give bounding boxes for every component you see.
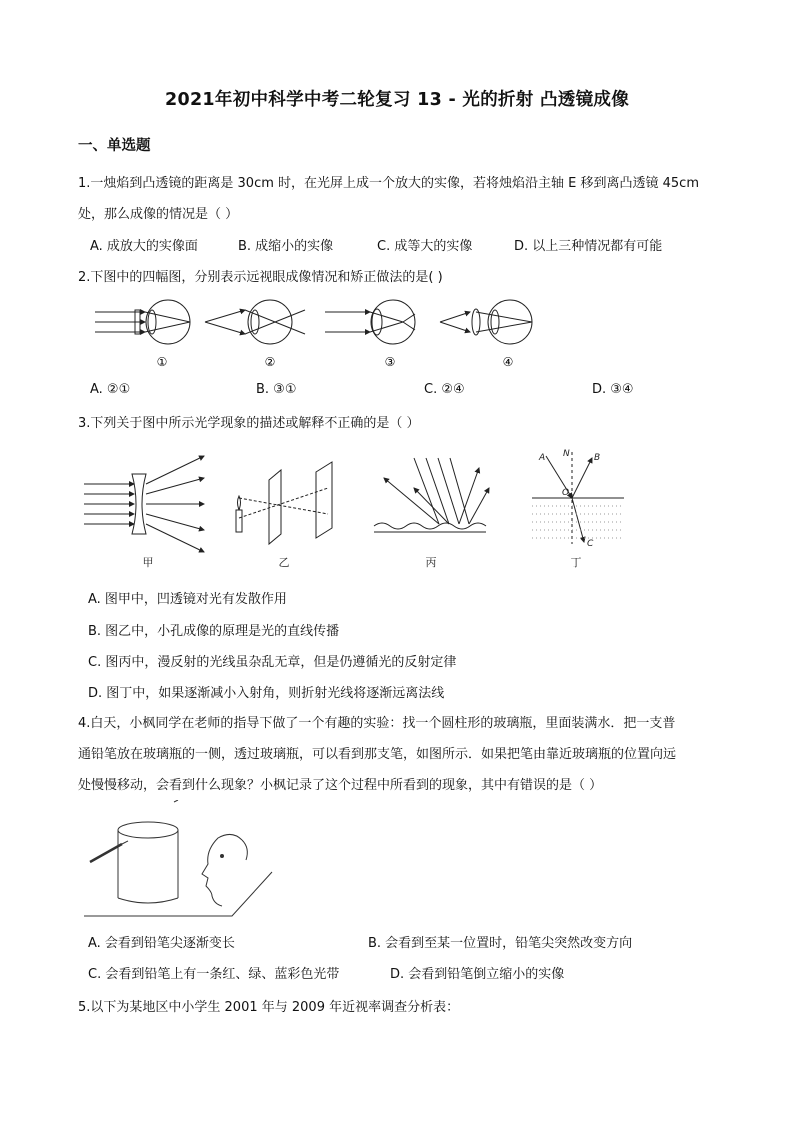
q2-option-d[interactable]: D. ③④ — [592, 382, 634, 397]
eye-label-2: ② — [264, 355, 276, 369]
q1-option-d[interactable]: D. 以上三种情况都有可能 — [514, 239, 663, 254]
q1-option-a[interactable]: A. 成放大的实像面 — [90, 239, 198, 254]
eye-diagram-2 — [205, 300, 305, 344]
diffuse-reflection-diagram — [374, 458, 489, 532]
pinhole-camera-diagram — [236, 462, 332, 544]
q4-option-d[interactable]: D. 会看到铅笔倒立缩小的实像 — [390, 967, 565, 982]
refraction-diagram — [532, 452, 624, 544]
eye-diagram-1 — [95, 300, 190, 344]
q4-bottle-figure — [82, 800, 282, 922]
q4-stem-line-1: 4.白天，小枫同学在老师的指导下做了一个有趣的实验：找一个圆柱形的玻璃瓶，里面装满水．把一支普 — [78, 716, 676, 731]
q3-optics-figure — [84, 448, 644, 572]
q1-stem-line-2: 处，那么成像的情况是（ ） — [78, 207, 239, 222]
eye-diagram-3 — [325, 300, 415, 344]
q3-option-a[interactable]: A. 图甲中，凹透镜对光有发散作用 — [88, 592, 287, 607]
q1-stem-line-1: 1.一烛焰到凸透镜的距离是 30cm 时，在光屏上成一个放大的实像，若将烛焰沿主轴 E 移到离凸透镜 45cm — [78, 176, 699, 191]
q2-option-c[interactable]: C. ②④ — [424, 382, 465, 397]
q2-option-b[interactable]: B. ③① — [256, 382, 297, 397]
eye-label-4: ④ — [502, 355, 514, 369]
q2-eye-figure — [90, 294, 550, 374]
q3-stem: 3.下列关于图中所示光学现象的描述或解释不正确的是（ ） — [78, 416, 420, 431]
eye-diagram-4 — [440, 300, 532, 344]
q3-option-b[interactable]: B. 图乙中，小孔成像的原理是光的直线传播 — [88, 624, 340, 639]
label-a: A — [539, 453, 546, 463]
q4-stem-line-2: 通铅笔放在玻璃瓶的一侧，透过玻璃瓶，可以看到那支笔，如图所示．如果把笔由靠近玻璃瓶的位置向远 — [78, 747, 677, 762]
label-c: C — [587, 539, 594, 549]
q4-option-c[interactable]: C. 会看到铅笔上有一条红、绿、蓝彩色光带 — [88, 967, 340, 982]
page-title: 2021年初中科学中考二轮复习 13 - 光的折射 凸透镜成像 — [165, 90, 629, 110]
eye-label-1: ① — [156, 355, 168, 369]
concave-lens-diagram — [84, 456, 204, 552]
q2-option-a[interactable]: A. ②① — [90, 382, 131, 397]
eye-label-3: ③ — [384, 355, 396, 369]
q2-stem: 2.下图中的四幅图，分别表示远视眼成像情况和矫正做法的是( ) — [78, 270, 443, 285]
q1-option-b[interactable]: B. 成缩小的实像 — [238, 239, 334, 254]
figure-label-ding: 丁 — [570, 556, 582, 569]
label-o: O — [562, 488, 570, 498]
q4-option-b[interactable]: B. 会看到至某一位置时，铅笔尖突然改变方向 — [368, 936, 633, 951]
q1-option-c[interactable]: C. 成等大的实像 — [377, 239, 473, 254]
q3-option-c[interactable]: C. 图丙中，漫反射的光线虽杂乱无章，但是仍遵循光的反射定律 — [88, 655, 457, 670]
figure-label-yi: 乙 — [278, 556, 290, 569]
figure-label-jia: 甲 — [142, 556, 154, 569]
q4-stem-line-3: 处慢慢移动，会看到什么现象？小枫记录了这个过程中所看到的现象，其中有错误的是（ ） — [78, 778, 603, 793]
q4-option-a[interactable]: A. 会看到铅笔尖逐渐变长 — [88, 936, 235, 951]
q3-option-d[interactable]: D. 图丁中，如果逐渐减小入射角，则折射光线将逐渐远离法线 — [88, 686, 445, 701]
section-heading: 一、单选题 — [78, 138, 151, 154]
figure-label-bing: 丙 — [425, 556, 437, 569]
q5-stem: 5.以下为某地区中小学生 2001 年与 2009 年近视率调查分析表： — [78, 1000, 460, 1015]
label-b: B — [594, 453, 601, 463]
label-n: N — [563, 449, 570, 459]
